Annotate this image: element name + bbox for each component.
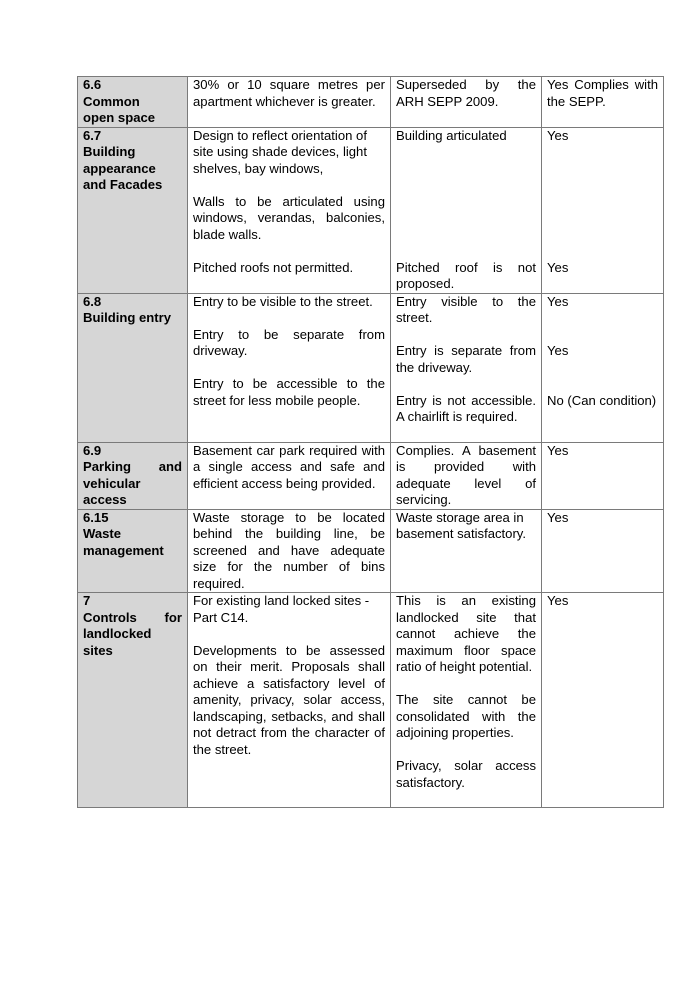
control-text: Developments to be assessed on their merit. Proposals shall achieve a satisfactory level of amenity, privacy, solar access, landscaping, setbacks, and shall not detract from the character of the street. bbox=[193, 642, 385, 757]
complies-cell bbox=[542, 442, 664, 509]
proposal-cell bbox=[391, 127, 542, 293]
section-title-line: Waste bbox=[83, 526, 122, 541]
table-row bbox=[78, 509, 664, 593]
section-title-line: vehicular bbox=[83, 475, 141, 491]
section-heading-cell bbox=[78, 293, 188, 442]
section-title-line: Controls for bbox=[83, 609, 182, 625]
section-title-line: Building entry bbox=[83, 310, 172, 325]
proposal-text: This is an existing landlocked site that cannot achieve the maximum floor space ratio of height potential. bbox=[396, 593, 536, 674]
proposal-text: Privacy, solar access satisfactory. bbox=[396, 758, 536, 790]
section-title-line: appearance bbox=[83, 160, 156, 176]
section-title-line: access bbox=[83, 492, 127, 507]
complies-cell bbox=[542, 593, 664, 808]
control-cell bbox=[188, 77, 391, 128]
complies-cell bbox=[542, 293, 664, 442]
control-text: Waste storage to be located behind the building line, be screened and have adequate size for the number of bins required. bbox=[193, 509, 385, 591]
complies-text: Yes bbox=[547, 593, 569, 608]
section-number: 6.8 bbox=[83, 293, 102, 309]
proposal-text: The site cannot be consolidated with the adjoining properties. bbox=[396, 692, 536, 740]
control-text: Basement car park required with a single access and safe and efficient access being provided. bbox=[193, 442, 385, 491]
control-text: Design to reflect orientation of site using shade devices, light shelves, bay windows, bbox=[193, 127, 367, 176]
proposal-text: Entry is not accessible. A chairlift is required. bbox=[396, 392, 536, 424]
complies-text: Yes bbox=[547, 127, 569, 143]
section-heading-cell bbox=[78, 442, 188, 509]
proposal-cell bbox=[391, 77, 542, 128]
complies-text: Yes bbox=[547, 343, 569, 358]
proposal-text: Entry visible to the street. bbox=[396, 293, 536, 325]
complies-text: Yes bbox=[547, 442, 569, 458]
control-text: Entry to be separate from driveway. bbox=[193, 326, 385, 358]
compliance-table bbox=[77, 76, 664, 808]
proposal-text: Building articulated bbox=[396, 127, 507, 143]
section-number: 6.6 bbox=[83, 77, 102, 92]
section-heading-cell bbox=[78, 593, 188, 808]
proposal-text: Superseded by the ARH SEPP 2009. bbox=[396, 77, 536, 109]
table-row bbox=[78, 593, 664, 808]
proposal-text: Pitched roof is not proposed. bbox=[396, 259, 536, 291]
control-cell bbox=[188, 509, 391, 593]
section-title-line: landlocked bbox=[83, 626, 152, 641]
control-text: For existing land locked sites - Part C14. bbox=[193, 593, 370, 625]
section-title-line: Parking and bbox=[83, 459, 182, 474]
control-cell bbox=[188, 127, 391, 293]
table-row bbox=[78, 442, 664, 509]
section-number: 6.9 bbox=[83, 442, 102, 458]
complies-text: No (Can condition) bbox=[547, 392, 657, 408]
section-heading-cell bbox=[78, 127, 188, 293]
complies-text: Yes bbox=[547, 293, 569, 309]
section-title-line: Building bbox=[83, 144, 136, 159]
section-title-line: sites bbox=[83, 642, 113, 658]
section-number: 7 bbox=[83, 593, 91, 608]
complies-text: Yes Complies with the SEPP. bbox=[547, 77, 658, 109]
proposal-text: Entry is separate from the driveway. bbox=[396, 343, 536, 375]
control-text: 30% or 10 square metres per apartment whichever is greater. bbox=[193, 77, 385, 109]
section-title-line: and Facades bbox=[83, 177, 163, 192]
complies-cell bbox=[542, 509, 664, 593]
section-title-line: management bbox=[83, 542, 164, 558]
proposal-cell bbox=[391, 509, 542, 593]
control-text: Pitched roofs not permitted. bbox=[193, 259, 354, 275]
section-number: 6.7 bbox=[83, 127, 102, 143]
control-cell bbox=[188, 293, 391, 442]
proposal-cell bbox=[391, 293, 542, 442]
complies-text: Yes bbox=[547, 509, 569, 525]
control-text: Entry to be accessible to the street for less mobile people. bbox=[193, 376, 385, 408]
table-row bbox=[78, 127, 664, 293]
section-title-line: open space bbox=[83, 110, 156, 125]
complies-text: Yes bbox=[547, 259, 569, 275]
control-cell bbox=[188, 593, 391, 808]
table-row bbox=[78, 77, 664, 128]
complies-cell bbox=[542, 127, 664, 293]
proposal-cell bbox=[391, 442, 542, 509]
proposal-cell bbox=[391, 593, 542, 808]
complies-cell bbox=[542, 77, 664, 128]
control-text: Entry to be visible to the street. bbox=[193, 293, 373, 309]
table-row bbox=[78, 293, 664, 442]
section-number: 6.15 bbox=[83, 509, 109, 525]
proposal-text: Waste storage area in basement satisfactory. bbox=[396, 509, 527, 541]
section-heading-cell bbox=[78, 509, 188, 593]
proposal-text: Complies. A basement is provided with adequate level of servicing. bbox=[396, 442, 536, 507]
section-title-line: Common bbox=[83, 93, 140, 109]
control-cell bbox=[188, 442, 391, 509]
control-text: Walls to be articulated using windows, verandas, balconies, blade walls. bbox=[193, 193, 385, 242]
section-heading-cell bbox=[78, 77, 188, 128]
